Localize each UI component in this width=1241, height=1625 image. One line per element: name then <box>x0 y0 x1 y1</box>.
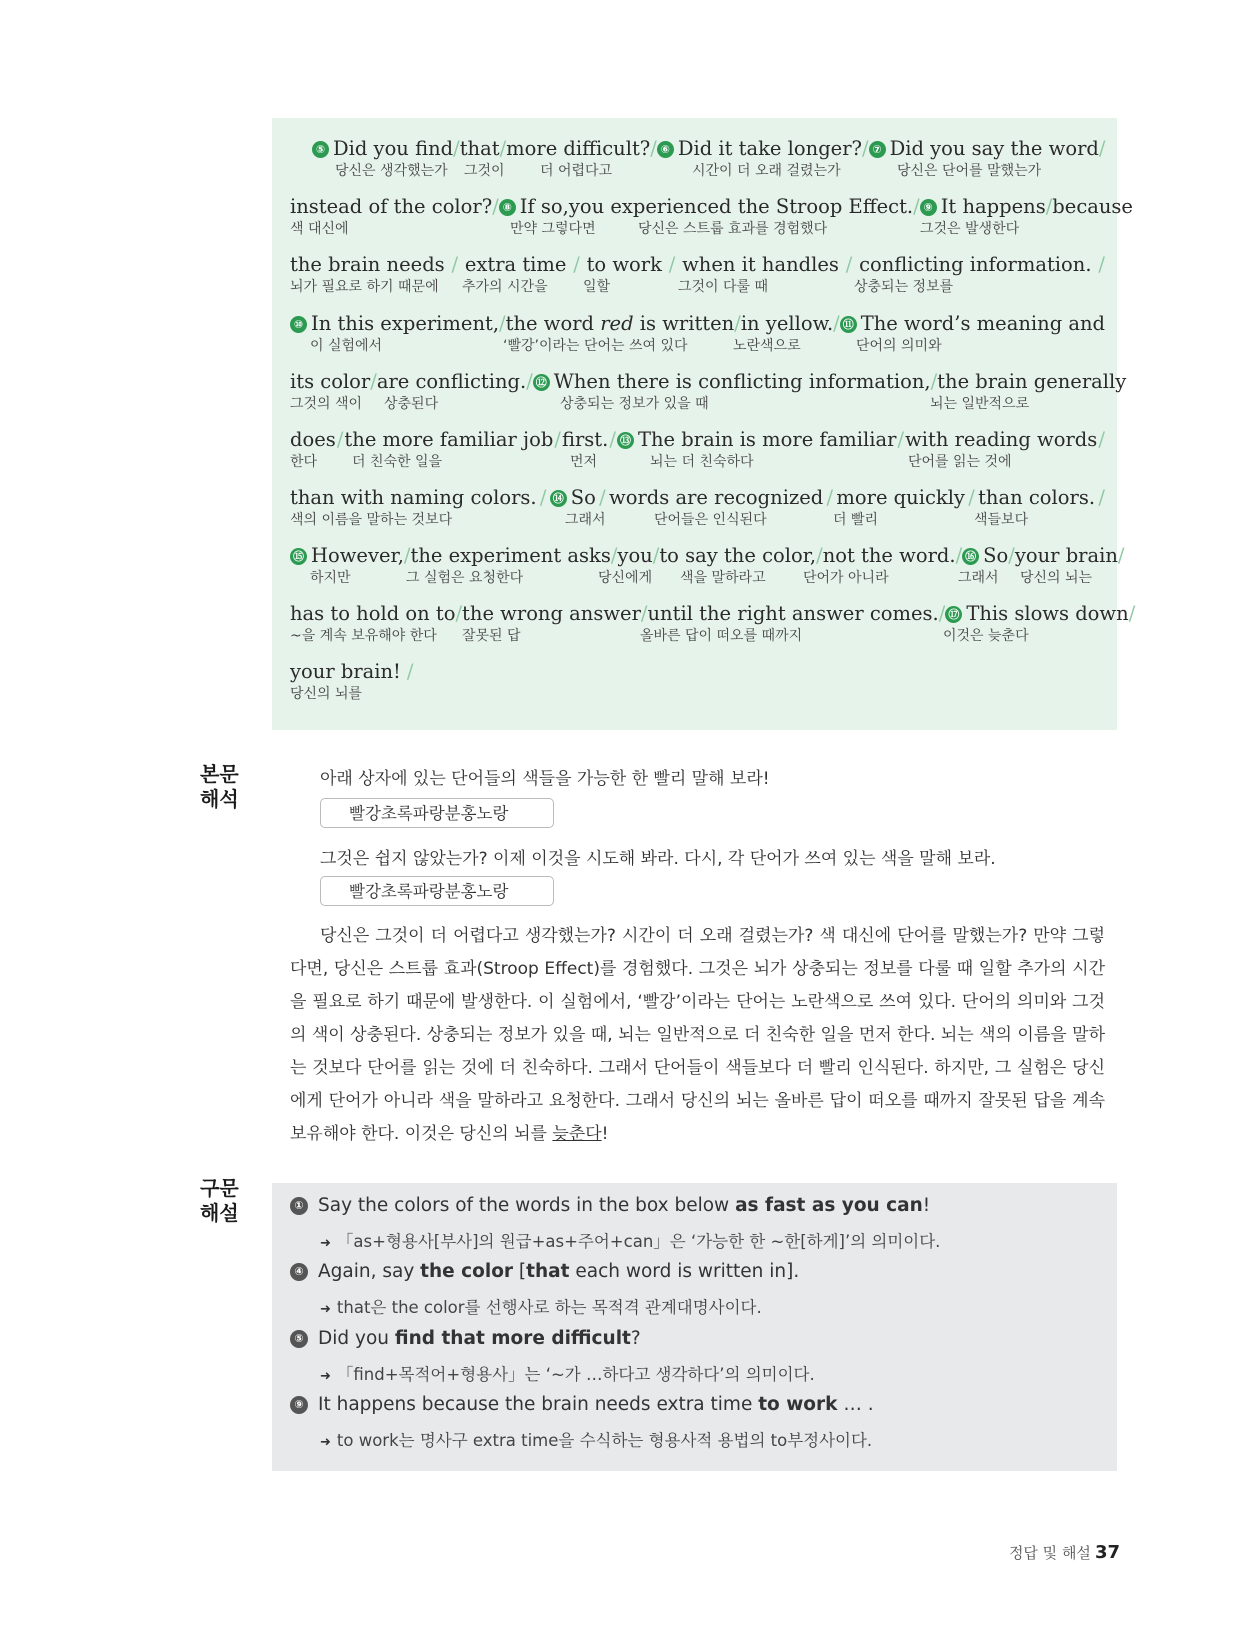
passage-line-4: ⑩ In this experiment, / the word red is written / in yellow. / ⑪ The word’s meaning and 이 실험에서 ‘빨강’이라는 단어는 쓰여 있다 노란색으로 단어의 의미와 <box>290 305 1105 355</box>
gloss: 그것이 다룰 때 <box>678 279 769 295</box>
gloss: 색 대신에 <box>290 221 349 237</box>
gloss: 뇌는 일반적으로 <box>930 396 1030 412</box>
text: 「as+형용사[부사]의 원급+as+주어+can」은 ‘가능한 한 ~한[하게]’의 의미이다. <box>336 1232 941 1251</box>
chunk: the experiment asks <box>410 544 611 567</box>
gloss: 그것은 발생한다 <box>920 221 1020 237</box>
translation-intro: 아래 상자에 있는 단어들의 색들을 가능한 한 빨리 말해 보라! <box>320 769 770 789</box>
chunk: the more familiar job <box>344 428 554 451</box>
gloss: 상충된다 <box>384 396 439 412</box>
chunk: conflicting information. <box>859 253 1092 276</box>
passage-line-6: does / the more familiar job / first. / ⑬ The brain is more familiar / with reading words / 한다 더 친숙한 일을 먼저 뇌는 더 친숙하다 단어를 읽는 것에 <box>290 428 1105 470</box>
gloss: 노란색으로 <box>733 338 801 354</box>
gloss: ~을 계속 보유해야 한다 <box>290 628 437 644</box>
gloss: 이것은 늦춘다 <box>943 628 1029 644</box>
chunk: The word’s meaning and <box>860 312 1106 335</box>
passage-line-10: your brain! / 당신의 뇌를 <box>290 660 414 702</box>
sentence-number: ⑤ <box>312 141 329 158</box>
chunk: However, <box>311 544 404 567</box>
chunk: that <box>459 137 500 160</box>
text: ! <box>922 1195 931 1216</box>
gloss: 그래서 <box>958 570 999 586</box>
chunk: with reading words <box>905 428 1098 451</box>
sentence-number: ⑩ <box>290 316 307 333</box>
color-words-box: 빨강초록파랑분홍노랑 <box>320 876 554 906</box>
grammar-number: ⑨ <box>290 1396 308 1414</box>
chunk: the brain needs <box>290 253 445 276</box>
sentence-number: ⑪ <box>840 316 857 333</box>
passage-line-5: its color / are conflicting. / ⑫ When there is conflicting information, / the brain generally 그것의 색이 상충된다 상충되는 정보가 있을 때 뇌는 일반적으로 <box>290 370 1127 412</box>
gloss: 당신의 뇌는 <box>1020 570 1093 586</box>
gloss: 당신은 스트룹 효과를 경험했다 <box>638 221 828 237</box>
gloss: 색들보다 <box>974 512 1029 528</box>
gloss: 일할 <box>583 279 611 295</box>
paragraph-text: 당신은 그것이 더 어렵다고 생각했는가? 시간이 더 오래 걸렸는가? 색 대신에 단어를 말했는가? 만약 그렇다면, 당신은 스트룹 효과(Stroop Effect)를 경험했다. 그것은 뇌가 상충되는 정보를 다룰 때 일할 추가의 시간을 필요로 하기 때문에 발생한다. 이 실험에서, ‘빨강’이라는 단어는 노란색으로 쓰여 있다. 단어의 의미와 그것의 색이 상충된다. 상충되는 정보가 있을 때, 뇌는 일반적으로 더 친숙한 일을 먼저 한다. 뇌는 색의 이름을 말하는 것보다 단어를 읽는 것에 더 친숙하다. 그래서 단어들이 색들보다 더 빨리 인식된다. 하지만, 그 실험은 당신에게 단어가 아니라 색을 말하라고 요청한다. 그래서 당신의 뇌는 올바른 답이 떠오를 때까지 잘못된 답을 계속 보유해야 한다. 이것은 당신의 뇌를 <box>290 926 1105 1144</box>
gloss: 이 실험에서 <box>310 338 383 354</box>
sentence-number: ⑧ <box>499 199 516 216</box>
chunk: Did you find <box>333 137 454 160</box>
page-number: 37 <box>1094 1542 1120 1563</box>
text: that은 the color를 선행사로 하는 목적격 관계대명사이다. <box>336 1298 762 1317</box>
arrow-icon: ➜ <box>320 1236 331 1251</box>
chunk: words are recognized <box>609 486 824 509</box>
bold-text: find that more difficult <box>394 1328 631 1349</box>
gloss: 당신의 뇌를 <box>290 686 363 702</box>
passage-line-8: ⑮ However, / the experiment asks / you / to say the color, / not the word. / ⑯ So / your brain / 하지만 그 실험은 요청한다 당신에게 색을 말하라고 단어가 아니라 그래서 당신의 뇌는 <box>290 537 1105 587</box>
chunk: its color <box>290 370 371 393</box>
gloss: 시간이 더 오래 걸렸는가 <box>692 163 841 179</box>
chunk: Did you say the word <box>889 137 1099 160</box>
bold-text: to work <box>758 1394 838 1415</box>
grammar-number: ① <box>290 1197 308 1215</box>
grammar-item <box>290 1195 930 1216</box>
gloss: 뇌가 필요로 하기 때문에 <box>290 279 439 295</box>
passage-line-3: the brain needs / extra time / to work / when it handles / conflicting information. / 뇌가 필요로 하기 때문에 추가의 시간을 일할 그것이 다룰 때 상충되는 정보를 <box>290 253 1105 295</box>
gloss: 더 친숙한 일을 <box>352 454 443 470</box>
chunk: your brain <box>1014 544 1118 567</box>
bold-text: that <box>526 1261 570 1282</box>
arrow-icon: ➜ <box>320 1435 331 1450</box>
grammar-item <box>290 1394 874 1415</box>
grammar-explanation <box>320 1294 762 1318</box>
gloss: 추가의 시간을 <box>462 279 548 295</box>
sentence-number: ⑬ <box>617 432 634 449</box>
chunk: instead of the color? <box>290 195 493 218</box>
gloss: 그것의 색이 <box>290 396 363 412</box>
grammar-explanation <box>320 1228 940 1252</box>
gloss: 단어가 아니라 <box>803 570 889 586</box>
label-line: 본문 <box>200 762 239 786</box>
chunk: than colors. <box>978 486 1096 509</box>
chunk: more quickly <box>836 486 965 509</box>
chunk: in yellow. <box>740 312 834 335</box>
arrow-icon: ➜ <box>320 1302 331 1317</box>
chunk: your brain! <box>290 660 401 683</box>
gloss: 먼저 <box>570 454 598 470</box>
sentence-number: ⑮ <box>290 548 307 565</box>
chunk: In this experiment, <box>311 312 500 335</box>
grammar-explanation <box>320 1361 815 1385</box>
arrow-icon: ➜ <box>320 1369 331 1384</box>
gloss: 상충되는 정보가 있을 때 <box>560 396 709 412</box>
paragraph-end: ! <box>601 1124 609 1144</box>
chunk: the brain generally <box>937 370 1127 393</box>
gloss: 잘못된 답 <box>462 628 521 644</box>
chunk: So <box>983 544 1009 567</box>
text: 「find+목적어+형용사」는 ‘~가 …하다고 생각하다’의 의미이다. <box>336 1365 815 1384</box>
grammar-number: ⑤ <box>290 1330 308 1348</box>
chunk: The brain is more familiar <box>637 428 897 451</box>
gloss: 뇌는 더 친숙하다 <box>650 454 754 470</box>
chunk: When there is conflicting information, <box>553 370 931 393</box>
gloss: 단어를 읽는 것에 <box>908 454 1012 470</box>
gloss: 색의 이름을 말하는 것보다 <box>290 512 453 528</box>
text: Again, say <box>318 1261 421 1282</box>
underlined-word: 늦춘다 <box>552 1124 602 1144</box>
gloss: 만약 그렇다면 <box>510 221 596 237</box>
grammar-number: ④ <box>290 1263 308 1281</box>
chunk: This slows down <box>966 602 1129 625</box>
gloss: 그 실험은 요청한다 <box>406 570 524 586</box>
chunk: to work <box>586 253 662 276</box>
chunk: more difficult? <box>506 137 651 160</box>
chunk: Did it take longer? <box>677 137 863 160</box>
sentence-number: ⑯ <box>962 548 979 565</box>
gloss: 당신에게 <box>598 570 653 586</box>
gloss: 올바른 답이 떠오를 때까지 <box>640 628 803 644</box>
chunk: you <box>617 544 653 567</box>
gloss: 상충되는 정보를 <box>854 279 954 295</box>
chunk: If so, <box>519 195 569 218</box>
text: Say the colors of the words in the box below <box>318 1195 736 1216</box>
gloss: 그래서 <box>565 512 606 528</box>
grammar-section-label <box>200 1176 239 1226</box>
chunk: It happens <box>940 195 1046 218</box>
gloss: 색을 말하라고 <box>680 570 766 586</box>
text: ? <box>630 1328 641 1349</box>
text: … . <box>837 1394 874 1415</box>
translation-second-line: 그것은 쉽지 않았는가? 이제 이것을 시도해 봐라. 다시, 각 단어가 쓰여 있는 색을 말해 보라. <box>320 849 996 869</box>
chunk: is written <box>639 312 735 335</box>
passage-line-2: instead of the color? / ⑧ If so, you experienced the Stroop Effect. / ⑨ It happens / because 색 대신에 만약 그렇다면 당신은 스트룹 효과를 경험했다 그것은 발생한다 <box>290 195 1133 237</box>
sentence-number: ⑥ <box>657 141 674 158</box>
chunk: has to hold on to <box>290 602 456 625</box>
gloss: 더 어렵다고 <box>540 163 613 179</box>
chunk: to say the color, <box>659 544 817 567</box>
chunk: you experienced the Stroop Effect. <box>568 195 914 218</box>
grammar-item <box>290 1328 641 1349</box>
footer-label: 정답 및 해설 <box>1008 1544 1091 1562</box>
gloss: 한다 <box>290 454 318 470</box>
passage-line-7: than with naming colors. / ⑭ So / words are recognized / more quickly / than colors. / 색의 이름을 말하는 것보다 그래서 단어들은 인식된다 더 빨리 색들보다 <box>290 486 1105 528</box>
page-footer <box>980 1542 1120 1563</box>
passage-line-9: has to hold on to / the wrong answer / until the right answer comes. / ⑰ This slows down / ~을 계속 보유해야 한다 잘못된 답 올바른 답이 떠오를 때까지 이것은 늦춘다 <box>290 602 1136 644</box>
italic-word: red <box>600 312 634 335</box>
chunk: because <box>1052 195 1133 218</box>
gloss: 더 빨리 <box>833 512 879 528</box>
chunk: than with naming colors. <box>290 486 537 509</box>
color-words-box: 빨강초록파랑분홍노랑 <box>320 798 554 828</box>
gloss: ‘빨강’이라는 단어는 쓰여 있다 <box>503 338 688 354</box>
chunk: until the right answer comes. <box>647 602 939 625</box>
chunk: So <box>570 486 596 509</box>
bold-text: the color <box>420 1261 514 1282</box>
sentence-number: ⑫ <box>533 374 550 391</box>
gloss: 단어들은 인식된다 <box>654 512 767 528</box>
grammar-item <box>290 1261 799 1282</box>
chunk: when it handles <box>682 253 839 276</box>
chunk: the word <box>505 312 594 335</box>
label-line: 해설 <box>200 1201 239 1225</box>
sentence-number: ⑭ <box>550 490 567 507</box>
gloss: 당신은 생각했는가 <box>335 163 448 179</box>
passage-line-1: ⑤ Did you find / that / more difficult? / ⑥ Did it take longer? / ⑦ Did you say the word / 당신은 생각했는가 그것이 더 어렵다고 시간이 더 오래 걸렸는가 당신은 단어를 말했는가 <box>290 130 1105 180</box>
gloss: 하지만 <box>310 570 351 586</box>
chunk: first. <box>561 428 609 451</box>
chunk: extra time <box>464 253 567 276</box>
sentence-number: ⑰ <box>945 606 962 623</box>
label-line: 구문 <box>200 1176 239 1200</box>
bold-text: as fast as you can <box>735 1195 923 1216</box>
text: Did you <box>318 1328 395 1349</box>
sentence-number: ⑨ <box>920 199 937 216</box>
gloss: 그것이 <box>464 163 505 179</box>
chunk: not the word. <box>822 544 956 567</box>
text: [that each word is written in]. <box>513 1261 800 1282</box>
chunk: are conflicting. <box>376 370 527 393</box>
grammar-explanation <box>320 1427 872 1451</box>
text: to work는 명사구 extra time을 수식하는 형용사적 용법의 to부정사이다. <box>336 1431 873 1450</box>
gloss: 당신은 단어를 말했는가 <box>897 163 1042 179</box>
chunk: does <box>290 428 336 451</box>
chunk: the wrong answer <box>462 602 641 625</box>
text: It happens because the brain needs extra time <box>318 1394 759 1415</box>
sentence-number: ⑦ <box>869 141 886 158</box>
translation-paragraph <box>290 920 1105 1151</box>
translation-section-label <box>200 762 239 812</box>
gloss: 단어의 의미와 <box>856 338 942 354</box>
label-line: 해석 <box>200 787 239 811</box>
